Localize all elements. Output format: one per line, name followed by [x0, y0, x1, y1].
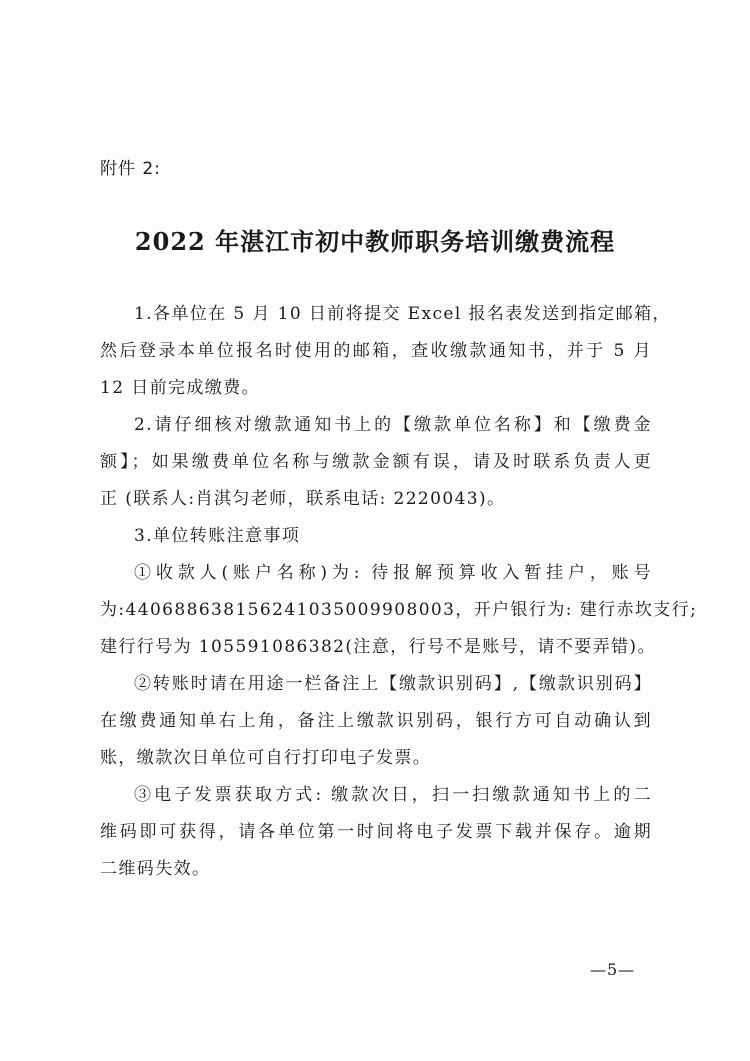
item-1-line-2: 为:44068863815624103500990800​3，开户银行为: 建行赤坎支行;: [100, 600, 698, 620]
page-number: —5—: [590, 960, 636, 979]
item-3-line-2: 维码即可获得，请各单位第一时间将电子发票下载并保存。逾期: [100, 822, 652, 842]
item-2-line-2: 在缴费通知单右上角，备注上缴款识别码，银行方可自动确认到: [100, 711, 652, 731]
paragraph-1-line-3: 12 日前完成缴费。: [100, 378, 261, 398]
item-1-line-1: ①收款人(账户名称)为: 待报解预算收入暂挂户，账号: [134, 563, 652, 583]
attachment-label: 附件 2:: [100, 159, 161, 179]
section-3-heading: 3.单位转账注意事项: [134, 526, 301, 546]
page-title: 2022 年湛江市初中教师职务培训缴费流程: [134, 227, 616, 256]
document-body: [100, 296, 698, 888]
item-3-line-3: 二维码失效。: [100, 859, 211, 879]
paragraph-2-line-2: 额】；如果缴费单位名称与缴款金额有误，请及时联系负责人更: [100, 452, 652, 472]
item-1-line-3: 建行行号为 105591086382(注意，行号不是账号，请不要弄错)。: [100, 637, 656, 657]
item-3-line-1: ③电子发票获取方式: 缴款次日，扫一扫缴款通知书上的二: [134, 785, 652, 805]
paragraph-1-line-2: 然后登录本单位报名时使用的邮箱，查收缴款通知书，并于 5 月: [100, 341, 652, 361]
item-2-line-3: 账，缴款次日单位可自行打印电子发票。: [100, 748, 432, 768]
item-2-line-1: ②转账时请在用途一栏备注上【缴款识别码】,【缴款识别码】: [134, 674, 652, 694]
paragraph-2-line-3: 正 (联系人:肖淇匀老师，联系电话: 2220043)。: [100, 489, 506, 509]
paragraph-1-line-1: 1.各单位在 5 月 10 日前将提交 Excel 报名表发送到指定邮箱，: [134, 304, 671, 324]
paragraph-2-line-1: 2.请仔细核对缴款通知书上的【缴款单位名称】和【缴费金: [134, 415, 652, 435]
